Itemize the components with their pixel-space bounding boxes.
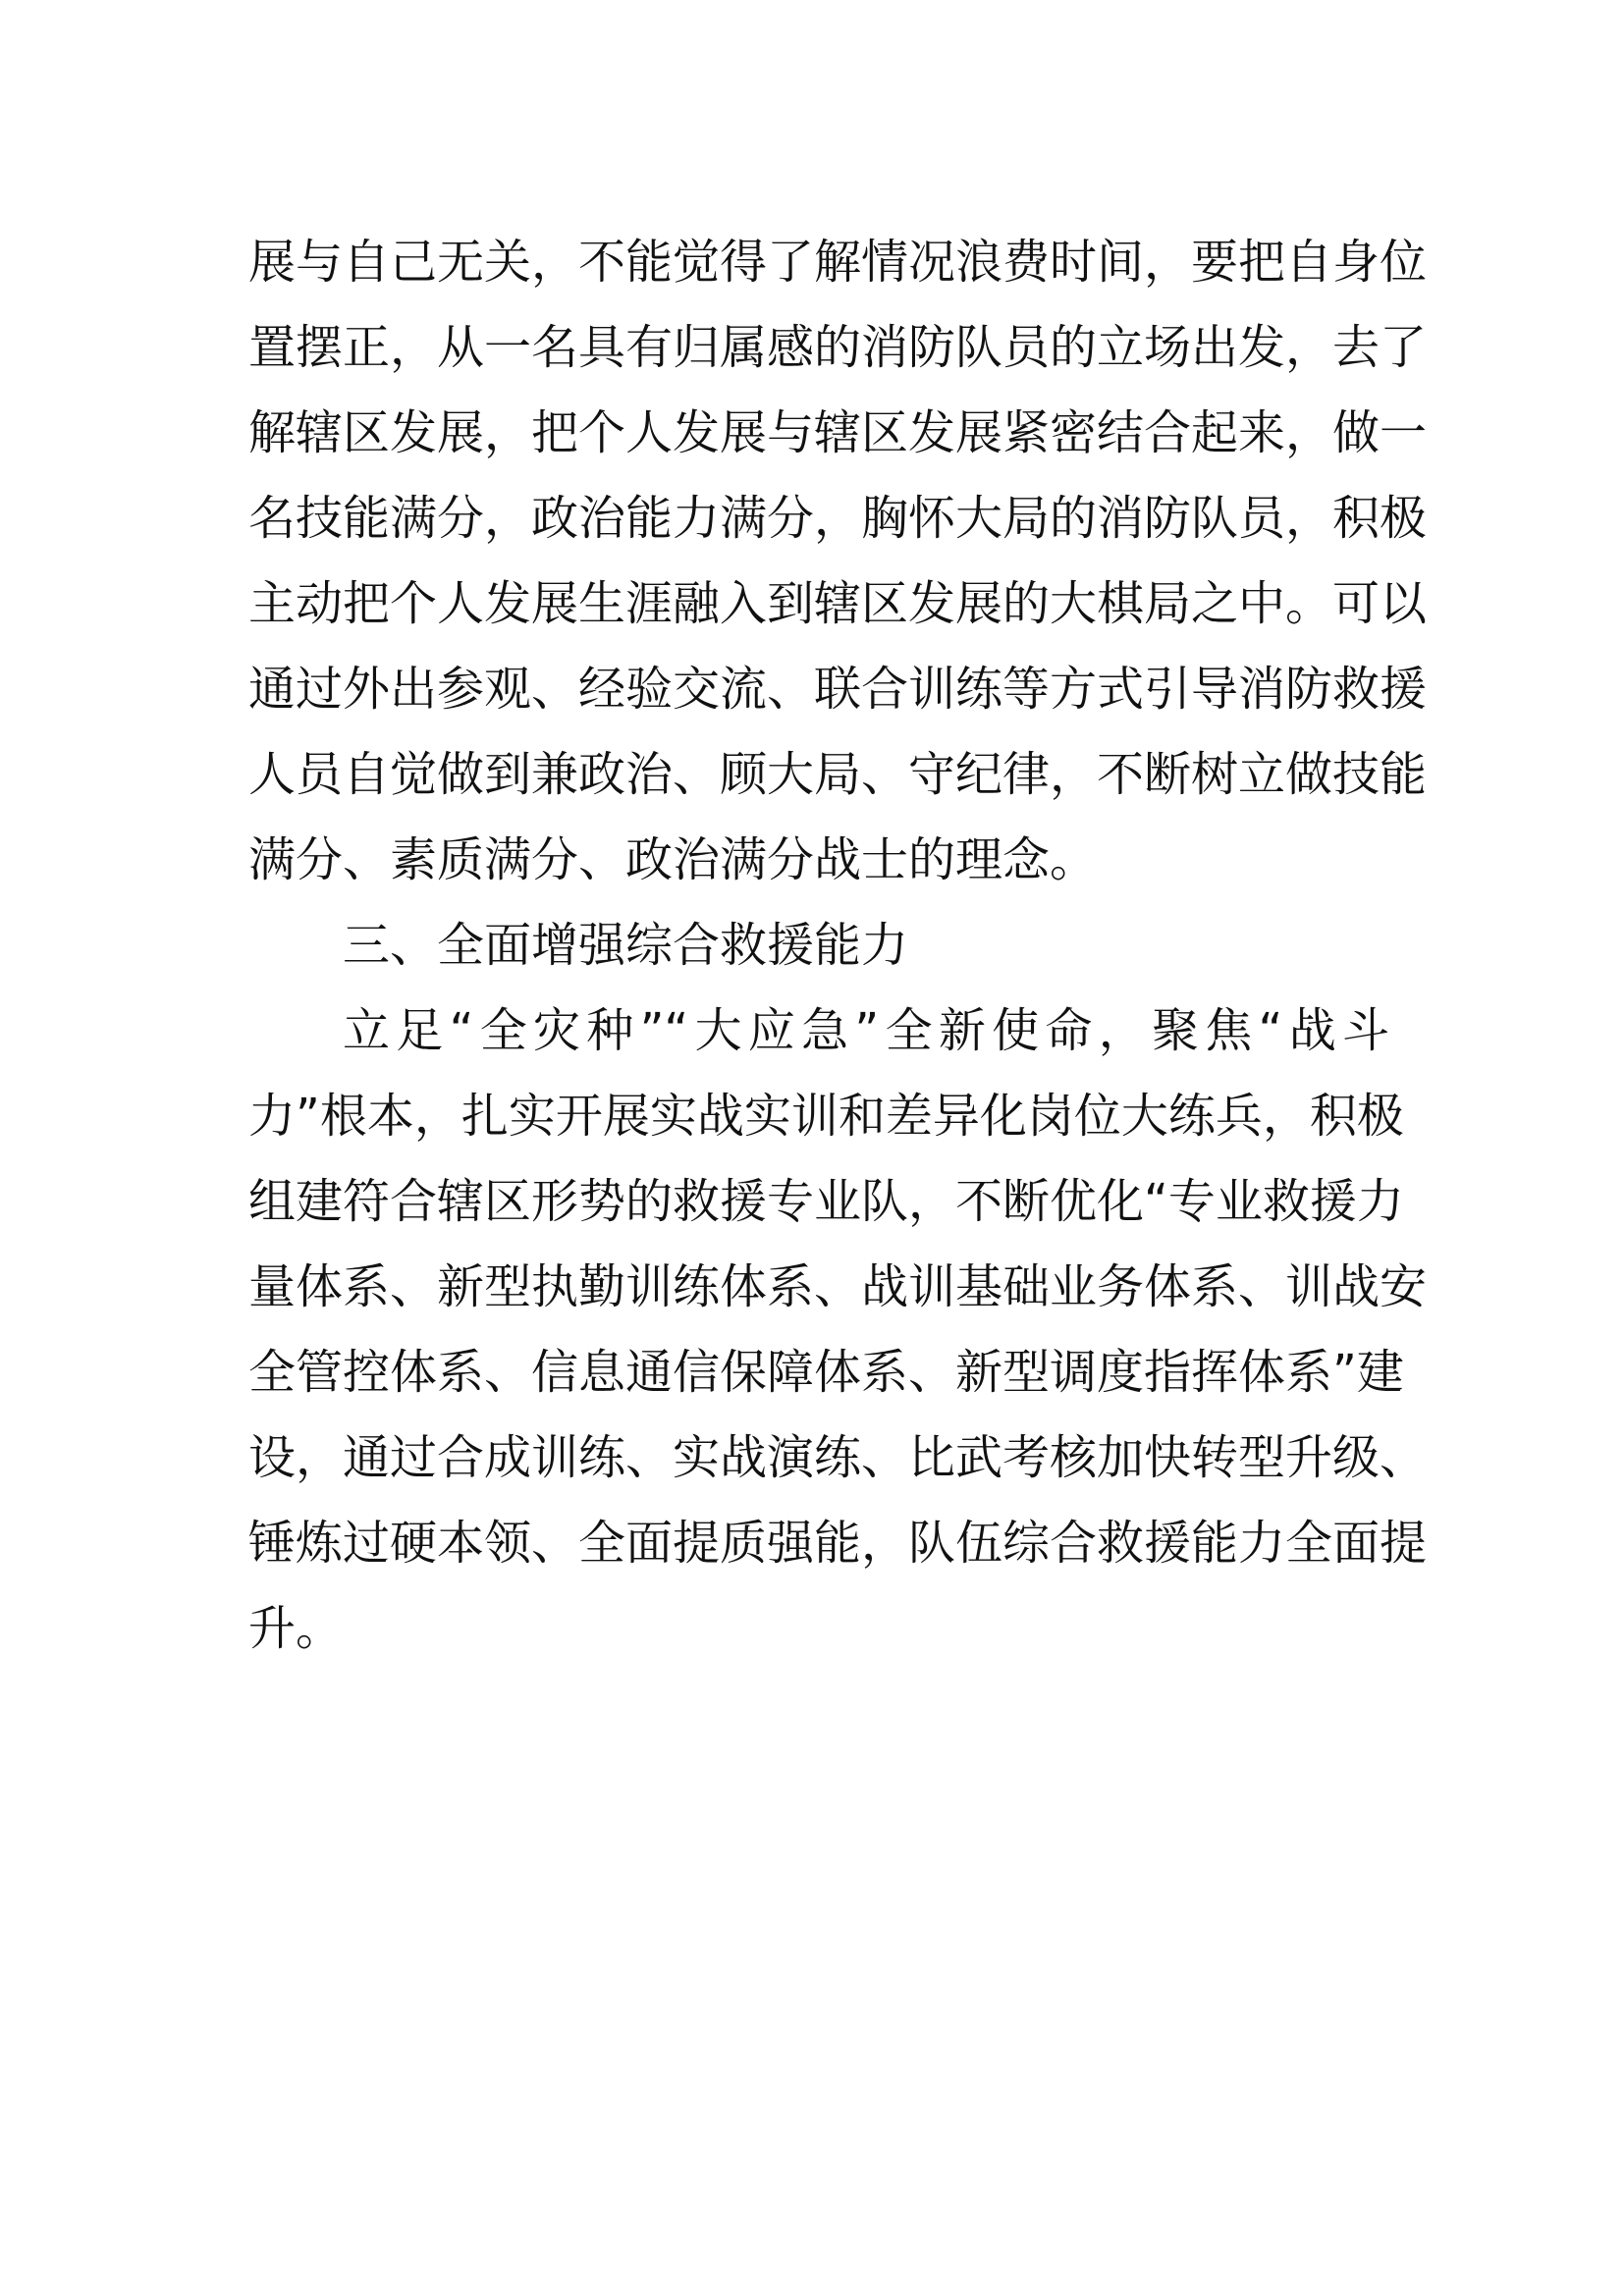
text-line: 解辖区发展，把个人发展与辖区发展紧密结合起来，做一 xyxy=(248,405,1428,460)
text-line: 组建符合辖区形势的救援专业队，不断优化“专业救援力 xyxy=(248,1174,1404,1229)
text-line: 立足“全灾种”“大应急”全新使命，聚焦“战斗 xyxy=(343,1003,1389,1058)
text-line: 满分、素质满分、政治满分战士的理念。 xyxy=(248,832,1098,887)
paragraph-2 xyxy=(248,988,1428,1672)
text-line: 量体系、新型执勤训练体系、战训基础业务体系、训战安 xyxy=(248,1259,1428,1314)
text-line: 展与自己无关，不能觉得了解情况浪费时间，要把自身位 xyxy=(248,235,1428,290)
text-line: 设，通过合成训练、实战演练、比武考核加快转型升级、 xyxy=(248,1430,1428,1485)
text-line: 通过外出参观、经验交流、联合训练等方式引导消防救援 xyxy=(248,662,1428,717)
text-line: 置摆正，从一名具有归属感的消防队员的立场出发，去了 xyxy=(248,320,1428,375)
text-line: 人员自觉做到兼政治、顾大局、守纪律，不断树立做技能 xyxy=(248,747,1428,802)
text-line: 全管控体系、信息通信保障体系、新型调度指挥体系”建 xyxy=(248,1345,1404,1400)
document-page xyxy=(248,220,1428,1672)
section-heading: 三、全面增强综合救援能力 xyxy=(343,918,909,973)
text-line: 名技能满分，政治能力满分，胸怀大局的消防队员，积极 xyxy=(248,491,1428,546)
text-line: 力”根本，扎实开展实战实训和差异化岗位大练兵，积极 xyxy=(248,1089,1404,1144)
text-line: 锤炼过硬本领、全面提质强能，队伍综合救援能力全面提 xyxy=(248,1516,1428,1571)
paragraph-1 xyxy=(248,220,1428,903)
text-line: 升。 xyxy=(248,1601,344,1656)
text-line: 主动把个人发展生涯融入到辖区发展的大棋局之中。可以 xyxy=(248,576,1428,631)
